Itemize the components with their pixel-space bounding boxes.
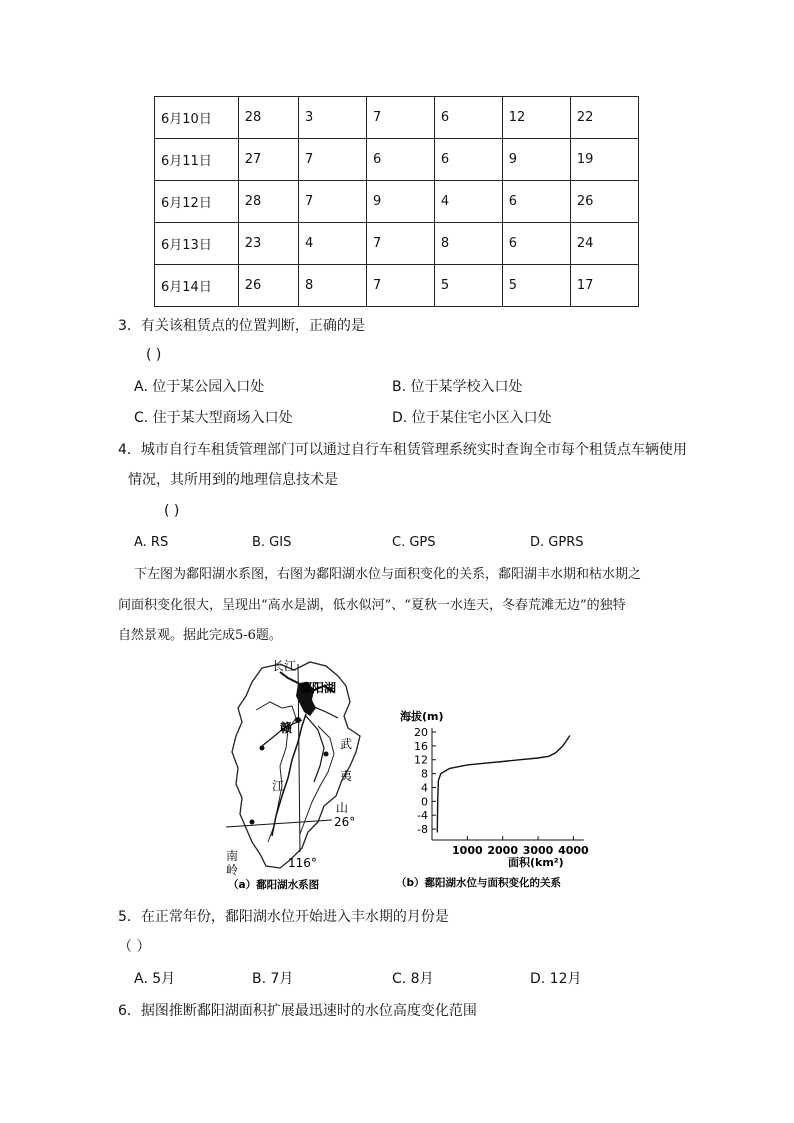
label-gan: 赣 bbox=[280, 721, 293, 735]
value-cell: 6 bbox=[502, 223, 570, 265]
label-yi: 夷 bbox=[340, 769, 353, 783]
x-tick-label: 2000 bbox=[487, 844, 519, 857]
date-cell: 6月13日 bbox=[155, 223, 239, 265]
y-tick-label: -8 bbox=[417, 823, 428, 837]
y-tick-label: 12 bbox=[414, 753, 428, 767]
value-cell: 24 bbox=[570, 223, 638, 265]
date-cell: 6月12日 bbox=[155, 181, 239, 223]
poyang-water-system-map bbox=[222, 656, 390, 892]
q4-stem-line2: 情况，其所用到的地理信息技术是 bbox=[128, 472, 338, 488]
value-cell: 28 bbox=[238, 97, 298, 139]
q4-option-a[interactable]: A. RS bbox=[134, 535, 169, 550]
q4-answer-paren: ( ) bbox=[164, 503, 180, 519]
value-cell: 28 bbox=[238, 181, 298, 223]
value-cell: 3 bbox=[299, 97, 367, 139]
label-lat: 26° bbox=[334, 815, 356, 829]
q3-option-b[interactable]: B. 位于某学校入口处 bbox=[392, 379, 523, 395]
y-tick-label: 0 bbox=[421, 795, 428, 809]
label-nan: 南 bbox=[226, 849, 239, 863]
y-tick-label: 16 bbox=[414, 739, 428, 753]
y-tick-label: -4 bbox=[417, 809, 428, 823]
table-row bbox=[155, 97, 639, 139]
chart-ylabel: 海拔(m) bbox=[400, 710, 444, 723]
tributary-1 bbox=[306, 716, 324, 782]
chart-caption: （b）鄱阳湖水位与面积变化的关系 bbox=[396, 877, 562, 889]
value-cell: 27 bbox=[238, 139, 298, 181]
q3-answer-paren: ( ) bbox=[146, 347, 162, 363]
x-tick-label: 4000 bbox=[558, 844, 589, 857]
value-cell: 5 bbox=[502, 265, 570, 307]
x-tick-label: 1000 bbox=[452, 844, 483, 857]
value-cell: 7 bbox=[366, 223, 434, 265]
intro-line2: 间面积变化很大，呈现出“高水是湖，低水似河”、“夏秋一水连天，冬春荒滩无边”的独特 bbox=[118, 598, 626, 613]
value-cell: 7 bbox=[299, 139, 367, 181]
q5-answer-paren: （ ） bbox=[118, 939, 151, 955]
table-row bbox=[155, 223, 639, 265]
table-row bbox=[155, 265, 639, 307]
y-tick-label: 20 bbox=[414, 726, 428, 739]
label-poyang: 鄱阳湖 bbox=[300, 681, 337, 695]
basin-boundary bbox=[232, 662, 360, 868]
date-cell: 6月14日 bbox=[155, 265, 239, 307]
value-cell: 4 bbox=[434, 181, 502, 223]
chart-xlabel: 面积(km²) bbox=[508, 856, 564, 869]
label-wu: 武 bbox=[340, 737, 353, 751]
map-caption: （a）鄱阳湖水系图 bbox=[228, 879, 320, 891]
q5-option-d[interactable]: D. 12月 bbox=[530, 971, 582, 987]
y-tick-label: 4 bbox=[421, 781, 428, 795]
q5-option-a[interactable]: A. 5月 bbox=[134, 971, 176, 987]
value-cell: 7 bbox=[366, 265, 434, 307]
q3-option-a[interactable]: A. 位于某公园入口处 bbox=[134, 379, 265, 395]
inner-basin-line-east bbox=[300, 726, 334, 834]
value-cell: 6 bbox=[502, 181, 570, 223]
value-cell: 6 bbox=[434, 97, 502, 139]
value-cell: 12 bbox=[502, 97, 570, 139]
date-cell: 6月11日 bbox=[155, 139, 239, 181]
tributary-3 bbox=[312, 706, 338, 718]
q4-option-b[interactable]: B. GIS bbox=[252, 535, 292, 550]
table-row bbox=[155, 139, 639, 181]
q3-stem: 3．有关该租赁点的位置判断，正确的是 bbox=[118, 318, 365, 334]
value-cell: 6 bbox=[366, 139, 434, 181]
q5-stem: 5．在正常年份，鄱阳湖水位开始进入丰水期的月份是 bbox=[118, 909, 449, 925]
q4-stem-line1: 4．城市自行车租赁管理部门可以通过自行车租赁管理系统实时查询全市每个租赁点车辆使用 bbox=[118, 442, 687, 458]
value-cell: 26 bbox=[238, 265, 298, 307]
series-line bbox=[437, 736, 570, 833]
label-lon: 116° bbox=[288, 856, 317, 870]
rental-data-table bbox=[154, 96, 639, 307]
value-cell: 8 bbox=[299, 265, 367, 307]
value-cell: 4 bbox=[299, 223, 367, 265]
value-cell: 17 bbox=[570, 265, 638, 307]
q5-option-c[interactable]: C. 8月 bbox=[392, 971, 434, 987]
value-cell: 9 bbox=[502, 139, 570, 181]
value-cell: 7 bbox=[366, 97, 434, 139]
value-cell: 22 bbox=[570, 97, 638, 139]
value-cell: 5 bbox=[434, 265, 502, 307]
value-cell: 26 bbox=[570, 181, 638, 223]
value-cell: 9 bbox=[366, 181, 434, 223]
q5-option-b[interactable]: B. 7月 bbox=[252, 971, 294, 987]
label-changjiang: 长江 bbox=[272, 659, 297, 673]
label-shan: 山 bbox=[336, 801, 349, 815]
intro-line1: 下左图为鄱阳湖水系图，右图为鄱阳湖水位与面积变化的关系，鄱阳湖丰水期和枯水期之 bbox=[134, 567, 642, 582]
label-jiang: 江 bbox=[272, 779, 285, 793]
q6-stem: 6．据图推断鄱阳湖面积扩展最迅速时的水位高度变化范围 bbox=[118, 1003, 477, 1019]
q4-option-c[interactable]: C. GPS bbox=[392, 535, 436, 550]
intro-line3: 自然景观。据此完成5-6题。 bbox=[118, 628, 282, 643]
value-cell: 23 bbox=[238, 223, 298, 265]
water-level-area-chart bbox=[396, 708, 596, 892]
q4-option-d[interactable]: D. GPRS bbox=[530, 535, 584, 550]
date-cell: 6月10日 bbox=[155, 97, 239, 139]
table-row bbox=[155, 181, 639, 223]
q3-option-c[interactable]: C. 住于某大型商场入口处 bbox=[134, 410, 293, 426]
value-cell: 19 bbox=[570, 139, 638, 181]
q3-option-d[interactable]: D. 位于某住宅小区入口处 bbox=[392, 410, 552, 426]
label-ling: 岭 bbox=[226, 863, 239, 877]
value-cell: 8 bbox=[434, 223, 502, 265]
value-cell: 6 bbox=[434, 139, 502, 181]
x-tick-label: 3000 bbox=[522, 844, 554, 857]
y-tick-label: 8 bbox=[421, 767, 428, 781]
value-cell: 7 bbox=[299, 181, 367, 223]
